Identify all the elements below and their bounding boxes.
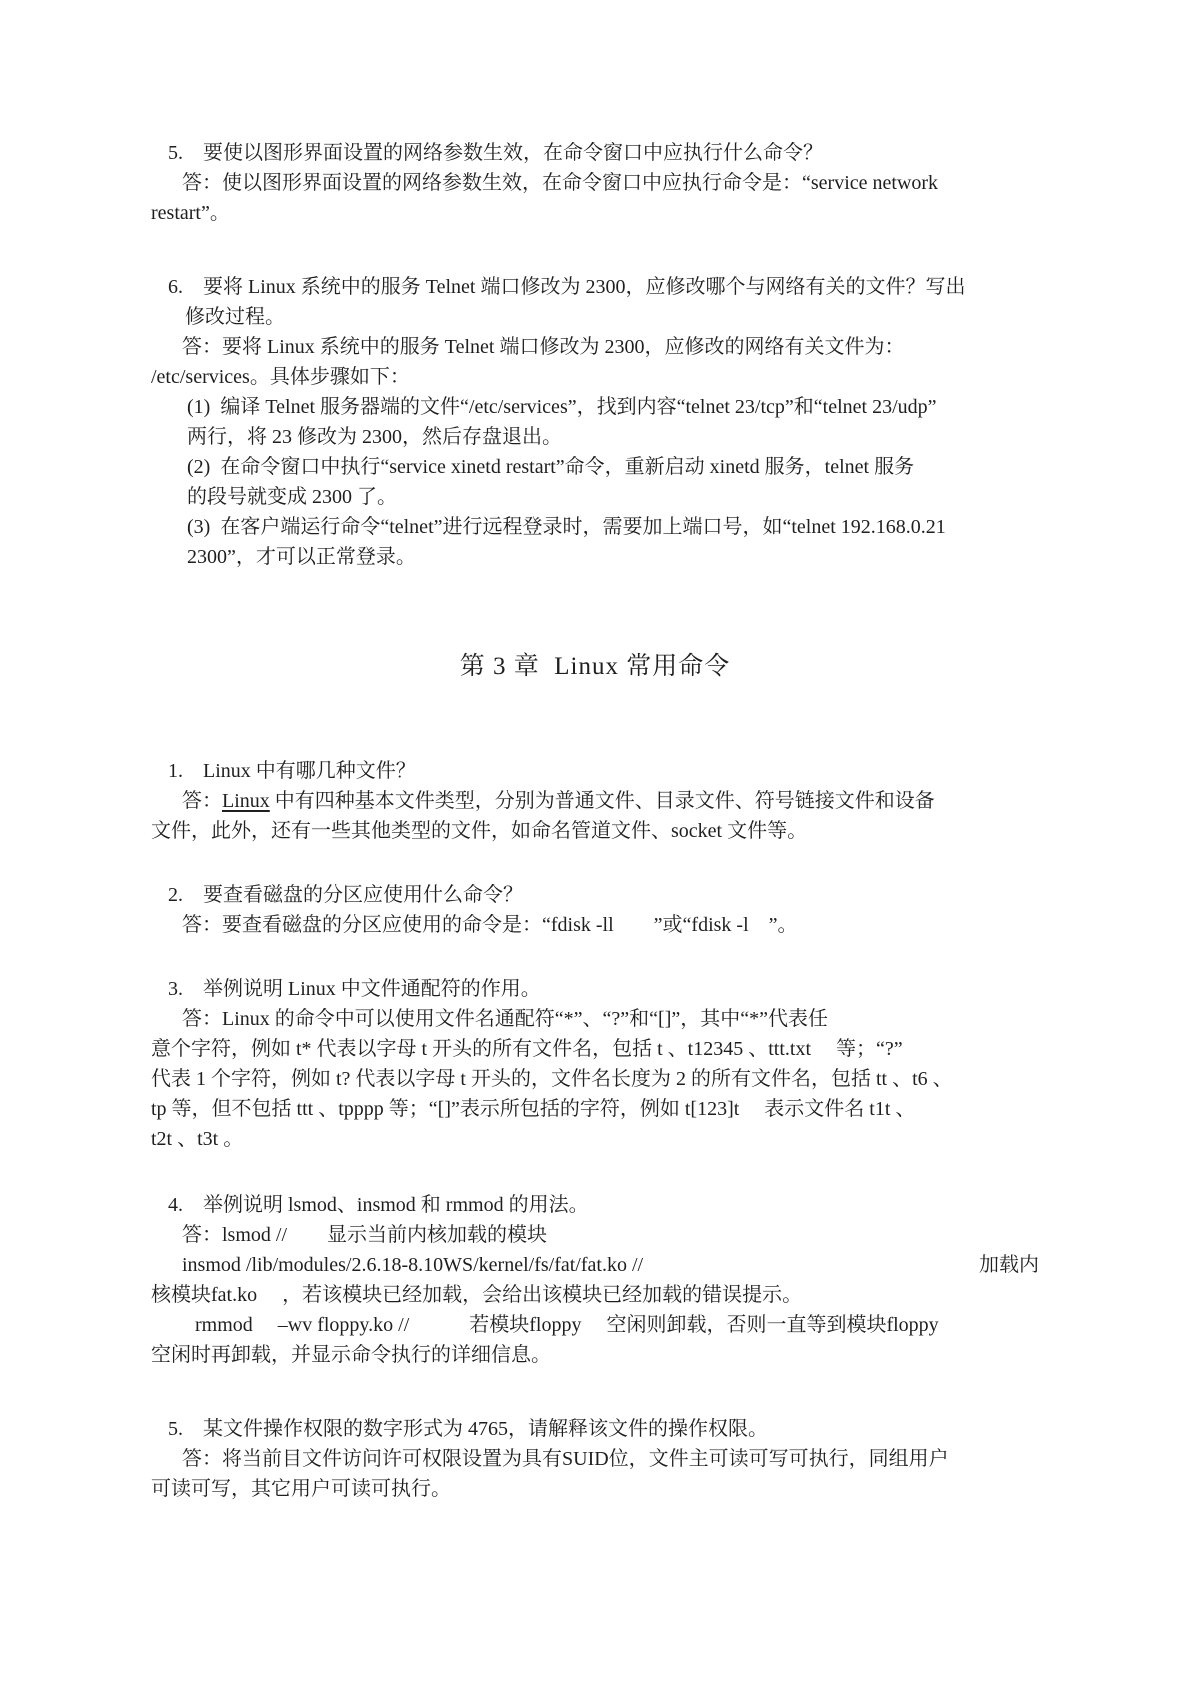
doc-line — [151, 786, 1039, 816]
doc-line: (3) 在客户端运行命令“telnet”进行远程登录时，需要加上端口号，如“telnet 192.168.0.21 — [187, 516, 946, 538]
doc-line: rmmod –wv floppy.ko // 若模块floppy 空闲则卸载，否则一直等到模块floppy — [195, 1314, 939, 1336]
doc-line: 核模块fat.ko ，若该模块已经加载，会给出该模块已经加载的错误提示。 — [151, 1284, 803, 1306]
doc-line: t2t 、t3t 。 — [151, 1128, 244, 1150]
block-ch3-q1-file-types — [151, 756, 1039, 846]
doc-line: (2) 在命令窗口中执行“service xinetd restart”命令，重新启动 xinetd 服务，telnet 服务 — [187, 456, 915, 478]
text-segment: 答： — [182, 790, 222, 812]
block-ch2-q6-telnet — [151, 272, 1039, 572]
doc-line: 2. 要查看磁盘的分区应使用什么命令？ — [168, 884, 523, 906]
doc-line: 答：使以图形界面设置的网络参数生效，在命令窗口中应执行命令是：“service network — [182, 172, 939, 194]
doc-line: 6. 要将 Linux 系统中的服务 Telnet 端口修改为 2300，应修改哪个与网络有关的文件？写出 — [168, 276, 966, 298]
doc-line: 可读可写，其它用户可读可执行。 — [151, 1478, 451, 1500]
text-segment-right: 加载内 — [979, 1254, 1039, 1276]
chapter-title: 第 3 章 Linux 常用命令 — [459, 653, 731, 680]
doc-line: 答：将当前目文件访问许可权限设置为具有SUID位，文件主可读可写可执行，同组用户 — [182, 1448, 949, 1470]
doc-line: (1) 编译 Telnet 服务器端的文件“/etc/services”，找到内容“telnet 23/tcp”和“telnet 23/udp” — [187, 396, 937, 418]
block-ch3-q3-wildcards — [151, 974, 1039, 1154]
doc-line — [151, 1250, 1039, 1280]
text-segment: 中有四种基本文件类型，分别为普通文件、目录文件、符号链接文件和设备 — [269, 790, 935, 812]
document-content — [151, 138, 1039, 1504]
doc-line: 5. 要使以图形界面设置的网络参数生效，在命令窗口中应执行什么命令？ — [168, 142, 823, 164]
doc-line: 1. Linux 中有哪几种文件？ — [168, 760, 416, 782]
doc-line: tp 等，但不包括 ttt 、tpppp 等；“[]”表示所包括的字符，例如 t[123]t 表示文件名 t1t 、 — [151, 1098, 916, 1120]
text-segment-left: insmod /lib/modules/2.6.18-8.10WS/kernel/fs/fat/fat.ko // — [182, 1254, 644, 1276]
doc-line: 空闲时再卸载，并显示命令执行的详细信息。 — [151, 1344, 551, 1366]
doc-line: 两行，将 23 修改为 2300，然后存盘退出。 — [187, 426, 562, 448]
doc-line: 代表 1 个字符，例如 t? 代表以字母 t 开头的，文件名长度为 2 的所有文件名，包括 tt 、t6 、 — [151, 1068, 953, 1090]
doc-line: 5. 某文件操作权限的数字形式为 4765，请解释该文件的操作权限。 — [168, 1418, 768, 1440]
doc-line: 文件，此外，还有一些其他类型的文件，如命名管道文件、socket 文件等。 — [151, 820, 808, 842]
doc-line: 的段号就变成 2300 了。 — [187, 486, 397, 508]
doc-line: 答：lsmod // 显示当前内核加载的模块 — [182, 1224, 548, 1246]
doc-line: 答：要查看磁盘的分区应使用的命令是：“fdisk -ll ”或“fdisk -l ”。 — [182, 914, 798, 936]
doc-line: 3. 举例说明 Linux 中文件通配符的作用。 — [168, 978, 541, 1000]
doc-line: 意个字符，例如 t* 代表以字母 t 开头的所有文件名，包括 t 、t12345 、ttt.txt 等；“?” — [151, 1038, 903, 1060]
doc-line: 答：要将 Linux 系统中的服务 Telnet 端口修改为 2300，应修改的网络有关文件为： — [182, 336, 905, 358]
block-ch3-q5-permissions — [151, 1414, 1039, 1504]
block-ch3-q2-fdisk — [151, 880, 1039, 940]
block-ch3-title — [151, 650, 1039, 684]
block-ch3-q4-modules — [151, 1190, 1039, 1370]
doc-line: 答：Linux 的命令中可以使用文件名通配符“*”、“?”和“[]”，其中“*”代表任 — [182, 1008, 828, 1030]
doc-line: 修改过程。 — [185, 306, 285, 328]
doc-line: 2300”，才可以正常登录。 — [187, 546, 416, 568]
doc-line: restart”。 — [151, 202, 230, 224]
doc-line: /etc/services。具体步骤如下： — [151, 366, 410, 388]
doc-line: 4. 举例说明 lsmod、insmod 和 rmmod 的用法。 — [168, 1194, 589, 1216]
block-ch2-q5-network — [151, 138, 1039, 228]
underlined-word: Linux — [222, 790, 270, 812]
